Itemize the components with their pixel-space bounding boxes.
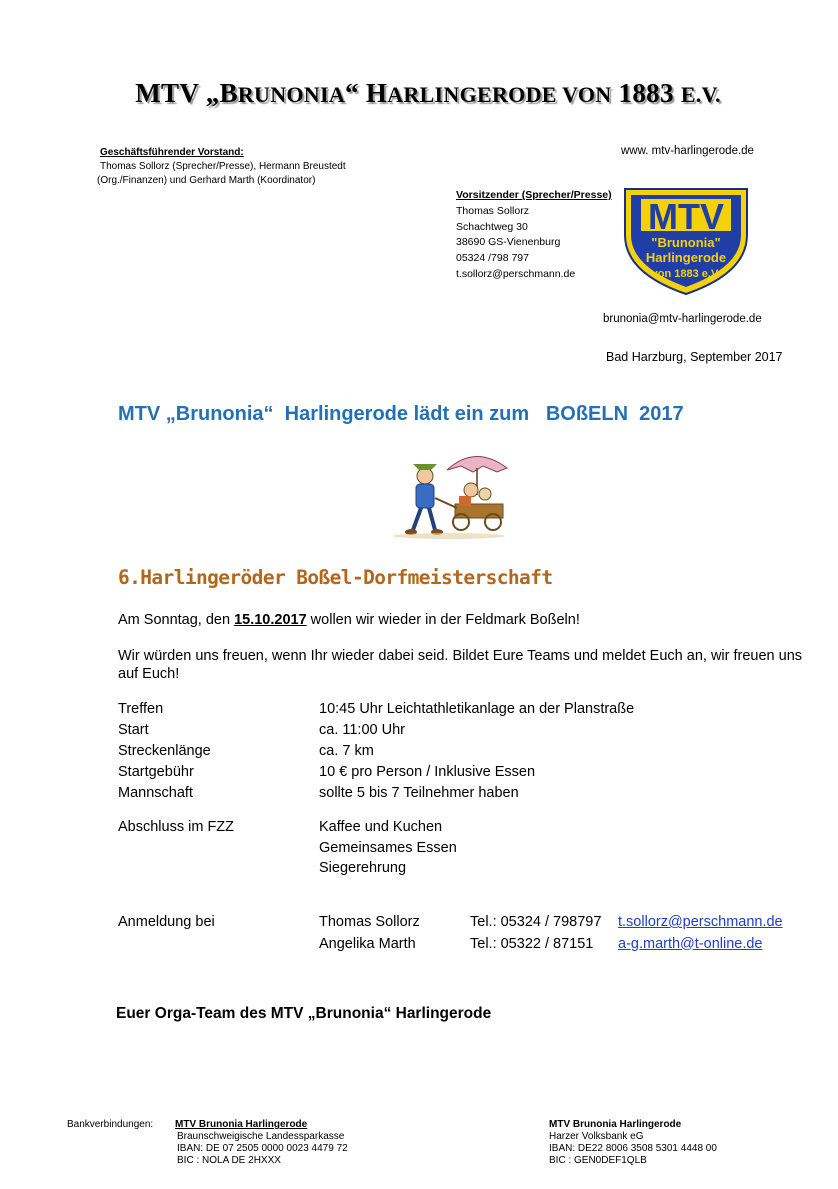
logo-line-2: Harlingerode <box>645 250 727 265</box>
detail-row: Streckenlänge ca. 7 km <box>118 743 374 759</box>
list-item: Kaffee und Kuchen <box>319 819 443 835</box>
bosseln-cartoon-image <box>385 450 515 540</box>
event-date: 15.10.2017 <box>234 612 307 628</box>
chairman-street: Schachtweg 30 <box>456 220 528 233</box>
list-item: Gemeinsames Essen <box>319 839 457 856</box>
logo-line-1: "Brunonia" <box>651 235 721 250</box>
organization-title: MTV „BRUNONIA“ HARLINGERODE VON 1883 E.V. <box>135 78 721 108</box>
chairman-email[interactable]: t.sollorz@perschmann.de <box>456 267 576 280</box>
bank-details-right: MTV Brunonia Harlingerode Harzer Volksbank eG IBAN: DE22 8006 3508 5301 4448 00 BIC : GEN0DEF1QLB <box>549 1119 717 1166</box>
board-info <box>97 146 346 188</box>
chairman-city: 38690 GS-Vienenburg <box>456 236 561 249</box>
closing-program <box>118 817 457 879</box>
board-line-2: (Org./Finanzen) und Gerhard Marth (Koordinator) <box>97 175 316 186</box>
email-link[interactable]: a-g.marth@t-online.de <box>618 935 763 952</box>
registration-label: Anmeldung bei <box>118 914 215 930</box>
invitation-paragraph: Wir würden uns freuen, wenn Ihr wieder dabei seid. Bildet Eure Teams und meldet Euch an, wir freuen uns auf Euch! <box>118 648 803 682</box>
chairman-name: Thomas Sollorz <box>456 204 529 217</box>
chairman-label: Vorsitzender (Sprecher/Presse) <box>456 189 612 201</box>
logo-letters: MTV <box>648 196 724 237</box>
detail-row: Startgebühr 10 € pro Person / Inklusive Essen <box>118 764 536 780</box>
bank-details-left: Bankverbindungen: MTV Brunonia Harlingerode Braunschweigische Landessparkasse IBAN: DE 07 2505 0000 0023 4479 72 BIC : NOLA DE 2HXXX <box>67 1119 348 1166</box>
chairman-address <box>456 188 612 283</box>
abschluss-label: Abschluss im FZZ <box>118 819 235 835</box>
contact-row: Angelika Marth Tel.: 05322 / 87151 a-g.marth@t-online.de <box>118 934 783 956</box>
event-subheading: 6.Harlingeröder Boßel-Dorfmeisterschaft <box>118 566 553 589</box>
list-item: Siegerehrung <box>319 860 407 876</box>
intro-paragraph: Am Sonntag, den 15.10.2017 wollen wir wieder in der Feldmark Boßeln! <box>118 612 580 628</box>
logo-line-3: von 1883 e.V. <box>651 268 721 280</box>
contact-row: Anmeldung bei Thomas Sollorz Tel.: 05324 / 798797 t.sollorz@perschmann.de <box>118 912 783 934</box>
board-line-1: Thomas Sollorz (Sprecher/Presse), Hermann Breustedt <box>100 161 346 172</box>
detail-row: Treffen 10:45 Uhr Leichtathletikanlage an der Planstraße <box>118 701 635 717</box>
board-label: Geschäftsführender Vorstand: <box>100 147 244 158</box>
invite-heading: MTV „Brunonia“ Harlingerode lädt ein zum BOßELN 2017 <box>118 403 684 425</box>
club-logo <box>621 185 751 297</box>
dateline: Bad Harzburg, September 2017 <box>606 350 783 364</box>
email-link[interactable]: t.sollorz@perschmann.de <box>618 914 783 930</box>
detail-row: Start ca. 11:00 Uhr <box>118 722 405 738</box>
event-details <box>118 699 634 804</box>
bank-label: Bankverbindungen: <box>67 1119 154 1130</box>
detail-row: Mannschaft sollte 5 bis 7 Teilnehmer haben <box>118 785 519 801</box>
website-link[interactable]: www. mtv-harlingerode.de <box>621 145 754 157</box>
closing-signature: Euer Orga-Team des MTV „Brunonia“ Harlingerode <box>116 1005 492 1022</box>
registration-contacts <box>118 912 783 955</box>
club-email[interactable]: brunonia@mtv-harlingerode.de <box>603 313 762 325</box>
chairman-phone: 05324 /798 797 <box>456 252 529 265</box>
